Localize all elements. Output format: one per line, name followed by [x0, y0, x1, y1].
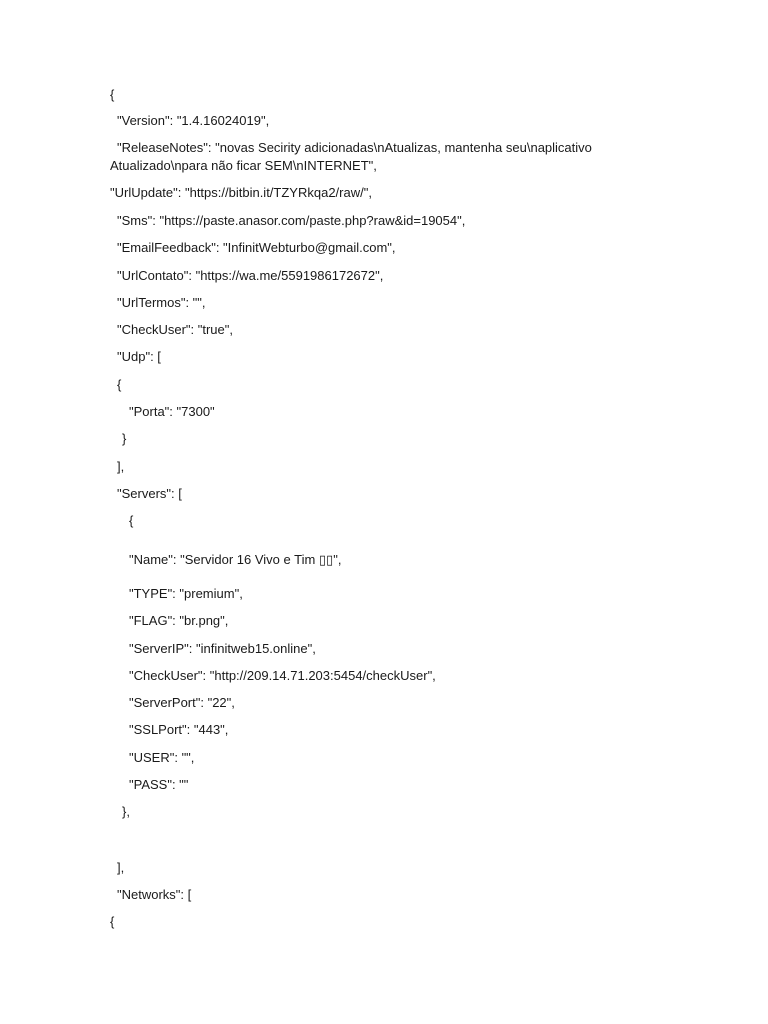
text-line: { — [117, 377, 122, 392]
text-line: { — [129, 513, 134, 528]
text-line: "Porta": "7300" — [129, 404, 215, 419]
text-line: Atualizado\npara não ficar SEM\nINTERNET", — [110, 158, 377, 173]
text-line: "USER": "", — [129, 750, 195, 765]
text-line: "UrlContato": "https://wa.me/5591986172672", — [117, 268, 384, 283]
text-line: "UrlUpdate": "https://bitbin.it/TZYRkqa2/raw/", — [110, 185, 372, 200]
text-line: "SSLPort": "443", — [129, 722, 229, 737]
text-line: "Version": "1.4.16024019", — [117, 113, 270, 128]
text-line: "ServerPort": "22", — [129, 695, 235, 710]
text-line: ], — [117, 860, 125, 875]
text-line: "UrlTermos": "", — [117, 295, 206, 310]
text-line: }, — [122, 804, 130, 819]
text-line: "PASS": "" — [129, 777, 189, 792]
text-line: ], — [117, 459, 125, 474]
text-line: "Udp": [ — [117, 349, 161, 364]
text-line: "Networks": [ — [117, 887, 192, 902]
text-line: "ReleaseNotes": "novas Secirity adicionadas\nAtualizas, mantenha seu\naplicativo — [117, 140, 592, 155]
text-line: "Name": "Servidor 16 Vivo e Tim ▯▯", — [129, 552, 342, 567]
text-line: "EmailFeedback": "InfinitWebturbo@gmail.com", — [117, 240, 396, 255]
text-line: "CheckUser": "http://209.14.71.203:5454/checkUser", — [129, 668, 436, 683]
text-line: { — [110, 914, 115, 929]
text-line: "Sms": "https://paste.anasor.com/paste.php?raw&id=19054", — [117, 213, 466, 228]
text-line: { — [110, 87, 115, 102]
text-line: "CheckUser": "true", — [117, 322, 233, 337]
text-line: "Servers": [ — [117, 486, 182, 501]
text-line: "FLAG": "br.png", — [129, 613, 229, 628]
text-line: } — [122, 431, 127, 446]
text-line: "TYPE": "premium", — [129, 586, 243, 601]
text-line: "ServerIP": "infinitweb15.online", — [129, 641, 316, 656]
